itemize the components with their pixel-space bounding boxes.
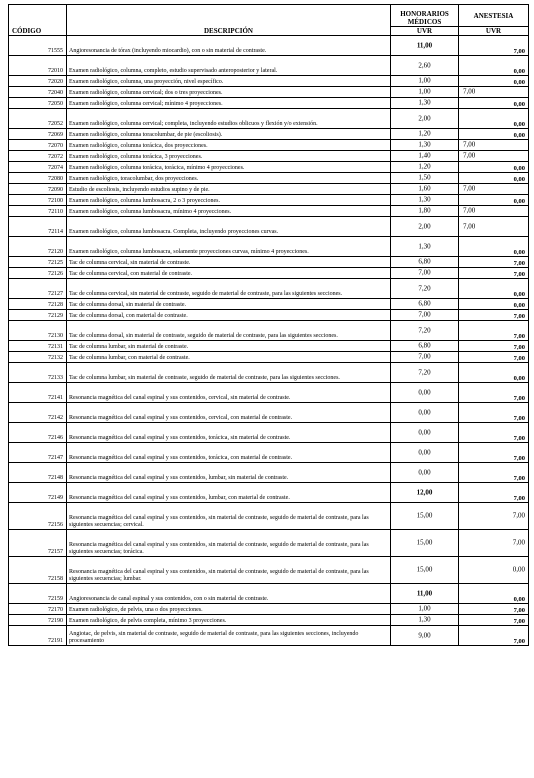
row-description: Tac de columna cervical, sin material de contraste. — [67, 257, 391, 268]
row-description: Examen radiológico, columna lumbosacra, 2 o 3 proyecciones. — [67, 195, 391, 206]
honorarios-value: 1,00 — [418, 604, 431, 613]
anestesia-value: 7,00 — [463, 87, 476, 96]
table-row — [9, 76, 529, 87]
anestesia-value: 7,00 — [513, 415, 525, 422]
row-code: 72069 — [9, 129, 67, 140]
anestesia-value: 7,00 — [513, 48, 525, 55]
row-code: 72157 — [9, 530, 67, 557]
row-description: Tac de columna lumbar, sin material de contraste. — [67, 341, 391, 352]
anestesia-value: 0,00 — [513, 291, 525, 298]
tariff-table — [8, 4, 529, 646]
row-honorarios — [391, 310, 459, 321]
row-anestesia — [459, 626, 529, 646]
row-honorarios — [391, 615, 459, 626]
anestesia-value: 7,00 — [463, 206, 476, 215]
table-row — [9, 403, 529, 423]
row-anestesia — [459, 195, 529, 206]
row-code: 72125 — [9, 257, 67, 268]
row-description: Examen radiológico, columna toracolumbar, de pie (escoliosis). — [67, 129, 391, 140]
honorarios-value: 2,60 — [418, 61, 431, 69]
table-row — [9, 530, 529, 557]
honorarios-value: 1,30 — [418, 140, 431, 149]
row-anestesia — [459, 584, 529, 604]
row-honorarios — [391, 151, 459, 162]
header-uvr-anestesia: UVR — [459, 27, 529, 36]
table-header — [9, 5, 529, 36]
anestesia-value: 0,00 — [513, 375, 525, 382]
row-code: 72127 — [9, 279, 67, 299]
honorarios-value: 11,00 — [416, 589, 433, 597]
row-description: Examen radiológico, columna torácica, 3 proyecciones. — [67, 151, 391, 162]
row-anestesia — [459, 299, 529, 310]
table-row — [9, 503, 529, 530]
row-description: Resonancia magnética del canal espinal y sus contenidos, sin material de contraste, seguido de material de contraste, para las siguientes secuencias; lumbar. — [67, 557, 391, 584]
row-honorarios — [391, 279, 459, 299]
row-code: 72141 — [9, 383, 67, 403]
row-honorarios — [391, 98, 459, 109]
row-description: Tac de columna dorsal, sin material de contraste. — [67, 299, 391, 310]
table-row — [9, 206, 529, 217]
table-row — [9, 615, 529, 626]
header-uvr-honorarios: UVR — [391, 27, 459, 36]
anestesia-value: 0,00 — [513, 79, 525, 86]
honorarios-value: 7,00 — [418, 310, 431, 319]
row-anestesia — [459, 279, 529, 299]
anestesia-value: 7,00 — [513, 495, 525, 502]
row-code: 72040 — [9, 87, 67, 98]
table-row — [9, 310, 529, 321]
anestesia-value: 7,00 — [513, 638, 525, 645]
table-row — [9, 56, 529, 76]
row-code: 72072 — [9, 151, 67, 162]
row-description: Examen radiológico, columna cervical; completa, incluyendo estudios oblicuos y flexión y/o extensión. — [67, 109, 391, 129]
row-anestesia — [459, 87, 529, 98]
row-honorarios — [391, 557, 459, 584]
row-anestesia — [459, 140, 529, 151]
row-description: Angioresonancia de canal espinal y sus contenidos, con o sin material de contraste. — [67, 584, 391, 604]
row-description: Tac de columna lumbar, sin material de contraste, seguido de material de contraste, para las siguientes secciones. — [67, 363, 391, 383]
row-code: 72110 — [9, 206, 67, 217]
anestesia-value: 0,00 — [513, 249, 525, 256]
row-description: Examen radiológico, columna lumbosacra, solamente proyecciones curvas, mínimo 4 proyecciones. — [67, 237, 391, 257]
honorarios-value: 0,00 — [418, 468, 431, 476]
honorarios-value: 9,00 — [418, 631, 431, 639]
row-code: 72126 — [9, 268, 67, 279]
anestesia-value: 0,00 — [512, 565, 525, 574]
row-code: 72090 — [9, 184, 67, 195]
row-description: Resonancia magnética del canal espinal y sus contenidos, cervical, sin material de contraste. — [67, 383, 391, 403]
row-anestesia — [459, 463, 529, 483]
row-code: 72020 — [9, 76, 67, 87]
row-description: Examen radiológico, de pelvis completa, mínimo 3 proyecciones. — [67, 615, 391, 626]
honorarios-value: 1,00 — [418, 87, 431, 96]
row-anestesia — [459, 363, 529, 383]
row-description: Examen radiológico, columna cervical; mínimo 4 proyecciones. — [67, 98, 391, 109]
anestesia-value: 0,00 — [513, 165, 525, 172]
table-row — [9, 268, 529, 279]
table-row — [9, 483, 529, 503]
tariff-document — [8, 4, 528, 646]
honorarios-value: 11,00 — [416, 41, 433, 49]
table-row — [9, 173, 529, 184]
anestesia-value: 7,00 — [513, 455, 525, 462]
table-row — [9, 604, 529, 615]
header-honorarios: HONORARIOS MÉDICOS — [391, 5, 459, 27]
row-code: 72149 — [9, 483, 67, 503]
row-honorarios — [391, 503, 459, 530]
honorarios-value: 0,00 — [418, 388, 431, 396]
row-description: Tac de columna cervical, sin material de contraste, seguido de material de contraste, para las siguientes secciones. — [67, 279, 391, 299]
row-description: Tac de columna dorsal, con material de contraste. — [67, 310, 391, 321]
row-anestesia — [459, 76, 529, 87]
header-anestesia: ANESTESIA — [459, 5, 529, 27]
table-row — [9, 443, 529, 463]
anestesia-value: 7,00 — [513, 344, 525, 351]
row-honorarios — [391, 483, 459, 503]
row-anestesia — [459, 530, 529, 557]
table-row — [9, 109, 529, 129]
row-code: 72114 — [9, 217, 67, 237]
row-description: Tac de columna lumbar, con material de contraste. — [67, 352, 391, 363]
row-code: 72074 — [9, 162, 67, 173]
row-code: 72147 — [9, 443, 67, 463]
row-code: 72080 — [9, 173, 67, 184]
row-honorarios — [391, 237, 459, 257]
table-row — [9, 341, 529, 352]
row-description: Examen radiológico, columna torácica, dos proyecciones. — [67, 140, 391, 151]
row-description: Examen radiológico, toracolumbar, dos proyecciones. — [67, 173, 391, 184]
row-anestesia — [459, 423, 529, 443]
row-code: 72146 — [9, 423, 67, 443]
row-honorarios — [391, 584, 459, 604]
row-honorarios — [391, 463, 459, 483]
honorarios-value: 2,00 — [418, 222, 431, 230]
anestesia-value: 0,00 — [513, 101, 525, 108]
anestesia-value: 0,00 — [513, 302, 525, 309]
honorarios-value: 1,30 — [418, 242, 431, 250]
honorarios-value: 15,00 — [416, 565, 433, 574]
anestesia-value: 7,00 — [513, 475, 525, 482]
anestesia-value: 0,00 — [513, 68, 525, 75]
honorarios-value: 7,20 — [418, 368, 431, 376]
row-description: Examen radiológico, de pelvis, una o dos proyecciones. — [67, 604, 391, 615]
row-honorarios — [391, 321, 459, 341]
honorarios-value: 12,00 — [416, 488, 433, 496]
row-anestesia — [459, 184, 529, 195]
table-row — [9, 383, 529, 403]
row-honorarios — [391, 383, 459, 403]
honorarios-value: 1,80 — [418, 206, 431, 215]
honorarios-value: 1,60 — [418, 184, 431, 193]
row-honorarios — [391, 109, 459, 129]
honorarios-value: 1,00 — [418, 76, 431, 85]
anestesia-value: 7,00 — [512, 511, 525, 520]
table-row — [9, 363, 529, 383]
honorarios-value: 15,00 — [416, 511, 433, 520]
row-honorarios — [391, 184, 459, 195]
row-anestesia — [459, 443, 529, 463]
header-descripcion: DESCRIPCIÓN — [67, 5, 391, 36]
anestesia-value: 7,00 — [513, 618, 525, 625]
table-row — [9, 217, 529, 237]
table-row — [9, 184, 529, 195]
row-anestesia — [459, 56, 529, 76]
honorarios-value: 1,20 — [418, 162, 431, 171]
honorarios-value: 0,00 — [418, 428, 431, 436]
anestesia-value: 0,00 — [513, 176, 525, 183]
row-anestesia — [459, 173, 529, 184]
honorarios-value: 1,50 — [418, 173, 431, 182]
honorarios-value: 1,30 — [418, 195, 431, 204]
row-honorarios — [391, 403, 459, 423]
honorarios-value: 1,30 — [418, 615, 431, 624]
row-honorarios — [391, 217, 459, 237]
row-anestesia — [459, 206, 529, 217]
honorarios-value: 15,00 — [416, 538, 433, 547]
row-code: 72052 — [9, 109, 67, 129]
honorarios-value: 1,20 — [418, 129, 431, 138]
row-anestesia — [459, 321, 529, 341]
row-anestesia — [459, 403, 529, 423]
row-code: 72142 — [9, 403, 67, 423]
row-description: Examen radiológico, columna, completo, estudio supervisado anteroposterior y lateral. — [67, 56, 391, 76]
row-anestesia — [459, 257, 529, 268]
row-anestesia — [459, 151, 529, 162]
table-row — [9, 162, 529, 173]
row-anestesia — [459, 615, 529, 626]
anestesia-value: 7,00 — [513, 607, 525, 614]
honorarios-value: 7,00 — [418, 352, 431, 361]
anestesia-value: 7,00 — [513, 271, 525, 278]
honorarios-value: 7,20 — [418, 284, 431, 292]
row-code: 71555 — [9, 36, 67, 56]
honorarios-value: 7,00 — [418, 268, 431, 277]
row-anestesia — [459, 109, 529, 129]
honorarios-value: 0,00 — [418, 408, 431, 416]
row-code: 72050 — [9, 98, 67, 109]
row-anestesia — [459, 341, 529, 352]
anestesia-value: 7,00 — [463, 140, 476, 149]
row-description: Resonancia magnética del canal espinal y sus contenidos, lumbar, sin material de contraste. — [67, 463, 391, 483]
row-code: 72170 — [9, 604, 67, 615]
row-description: Estudio de escoliosis, incluyendo estudios supino y de pie. — [67, 184, 391, 195]
row-honorarios — [391, 352, 459, 363]
table-row — [9, 140, 529, 151]
row-anestesia — [459, 217, 529, 237]
row-code: 72159 — [9, 584, 67, 604]
anestesia-value: 7,00 — [463, 151, 476, 160]
row-description: Examen radiológico, columna, una proyección, nivel específico. — [67, 76, 391, 87]
row-code: 72133 — [9, 363, 67, 383]
row-code: 72120 — [9, 237, 67, 257]
row-code: 72156 — [9, 503, 67, 530]
anestesia-value: 7,00 — [513, 355, 525, 362]
row-anestesia — [459, 98, 529, 109]
honorarios-value: 6,80 — [418, 299, 431, 308]
table-row — [9, 195, 529, 206]
row-honorarios — [391, 443, 459, 463]
row-honorarios — [391, 604, 459, 615]
row-description: Resonancia magnética del canal espinal y sus contenidos, sin material de contraste, seguido de material de contraste, para las siguientes secuencias; cervical. — [67, 503, 391, 530]
table-row — [9, 257, 529, 268]
row-anestesia — [459, 237, 529, 257]
row-honorarios — [391, 173, 459, 184]
anestesia-value: 0,00 — [513, 132, 525, 139]
row-honorarios — [391, 299, 459, 310]
row-honorarios — [391, 423, 459, 443]
row-description: Tac de columna dorsal, sin material de contraste, seguido de material de contraste, para las siguientes secciones. — [67, 321, 391, 341]
anestesia-value: 7,00 — [513, 333, 525, 340]
honorarios-value: 2,00 — [418, 114, 431, 122]
row-code: 72010 — [9, 56, 67, 76]
honorarios-value: 1,40 — [418, 151, 431, 160]
table-row — [9, 584, 529, 604]
honorarios-value: 6,80 — [418, 341, 431, 350]
row-honorarios — [391, 129, 459, 140]
row-description: Examen radiológico, columna cervical; dos o tres proyecciones. — [67, 87, 391, 98]
anestesia-value: 0,00 — [513, 121, 525, 128]
row-anestesia — [459, 162, 529, 173]
anestesia-value: 0,00 — [513, 198, 525, 205]
row-code: 72148 — [9, 463, 67, 483]
anestesia-value: 7,00 — [463, 222, 476, 230]
row-code: 72190 — [9, 615, 67, 626]
honorarios-value: 1,30 — [418, 98, 431, 107]
row-code: 72129 — [9, 310, 67, 321]
row-anestesia — [459, 604, 529, 615]
row-code: 72100 — [9, 195, 67, 206]
row-honorarios — [391, 140, 459, 151]
row-description: Resonancia magnética del canal espinal y sus contenidos, lumbar, con material de contraste. — [67, 483, 391, 503]
row-honorarios — [391, 56, 459, 76]
row-honorarios — [391, 268, 459, 279]
anestesia-value: 7,00 — [513, 435, 525, 442]
row-honorarios — [391, 36, 459, 56]
row-honorarios — [391, 257, 459, 268]
row-anestesia — [459, 36, 529, 56]
row-anestesia — [459, 352, 529, 363]
row-honorarios — [391, 195, 459, 206]
row-description: Resonancia magnética del canal espinal y sus contenidos, torácica, sin material de contraste. — [67, 423, 391, 443]
row-honorarios — [391, 162, 459, 173]
row-code: 72128 — [9, 299, 67, 310]
row-code: 72132 — [9, 352, 67, 363]
table-row — [9, 626, 529, 646]
table-row — [9, 237, 529, 257]
header-codigo: CÓDIGO — [9, 5, 67, 36]
row-code: 72191 — [9, 626, 67, 646]
row-code: 72158 — [9, 557, 67, 584]
table-row — [9, 129, 529, 140]
honorarios-value: 0,00 — [418, 448, 431, 456]
anestesia-value: 0,00 — [513, 596, 525, 603]
row-honorarios — [391, 363, 459, 383]
row-honorarios — [391, 206, 459, 217]
row-code: 72131 — [9, 341, 67, 352]
row-anestesia — [459, 503, 529, 530]
honorarios-value: 7,20 — [418, 326, 431, 334]
row-description: Resonancia magnética del canal espinal y sus contenidos, cervical, con material de contraste. — [67, 403, 391, 423]
row-anestesia — [459, 268, 529, 279]
table-row — [9, 299, 529, 310]
row-honorarios — [391, 87, 459, 98]
anestesia-value: 7,00 — [513, 260, 525, 267]
row-description: Resonancia magnética del canal espinal y sus contenidos, sin material de contraste, seguido de material de contraste, para las siguientes secuencias; torácica. — [67, 530, 391, 557]
table-row — [9, 557, 529, 584]
row-anestesia — [459, 129, 529, 140]
row-description: Examen radiológico, columna lumbosacra, mínimo 4 proyecciones. — [67, 206, 391, 217]
row-description: Examen radiológico, columna torácica, torácica, mínimo 4 proyecciones. — [67, 162, 391, 173]
table-row — [9, 151, 529, 162]
row-description: Angiotac, de pelvis, sin material de contraste, seguido de material de contraste, para las siguientes secciones, incluyendo procesamiento — [67, 626, 391, 646]
table-row — [9, 98, 529, 109]
table-row — [9, 87, 529, 98]
row-description: Angioresonancia de tórax (incluyendo miocardio), con o sin material de contraste. — [67, 36, 391, 56]
table-row — [9, 463, 529, 483]
anestesia-value: 7,00 — [513, 395, 525, 402]
table-row — [9, 321, 529, 341]
anestesia-value: 7,00 — [512, 538, 525, 547]
row-description: Resonancia magnética del canal espinal y sus contenidos, torácica, con material de contraste. — [67, 443, 391, 463]
row-description: Tac de columna cervical, con material de contraste. — [67, 268, 391, 279]
table-row — [9, 423, 529, 443]
honorarios-value: 6,80 — [418, 257, 431, 266]
row-honorarios — [391, 76, 459, 87]
row-honorarios — [391, 530, 459, 557]
anestesia-value: 7,00 — [513, 313, 525, 320]
row-anestesia — [459, 557, 529, 584]
table-row — [9, 279, 529, 299]
row-anestesia — [459, 383, 529, 403]
table-row — [9, 352, 529, 363]
row-anestesia — [459, 310, 529, 321]
row-honorarios — [391, 341, 459, 352]
row-description: Examen radiológico, columna lumbosacra. Completa, incluyendo proyecciones curvas. — [67, 217, 391, 237]
row-honorarios — [391, 626, 459, 646]
anestesia-value: 7,00 — [463, 184, 476, 193]
table-body — [9, 36, 529, 646]
row-code: 72070 — [9, 140, 67, 151]
table-row — [9, 36, 529, 56]
row-code: 72130 — [9, 321, 67, 341]
row-anestesia — [459, 483, 529, 503]
